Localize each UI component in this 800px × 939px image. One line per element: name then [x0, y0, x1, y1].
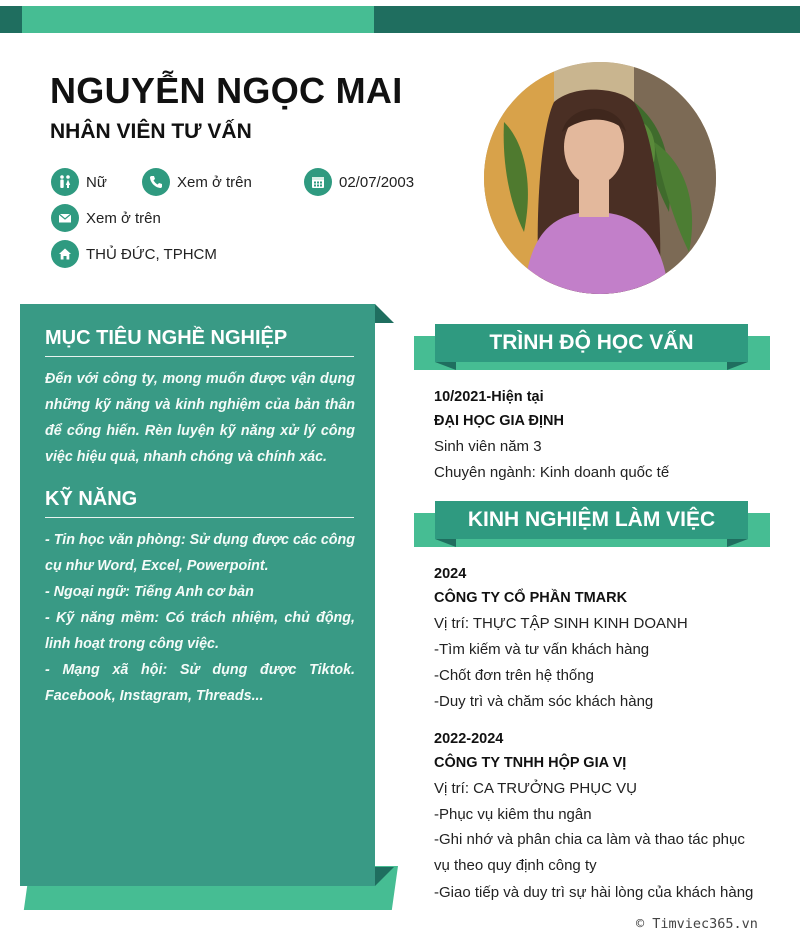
- education-title: TRÌNH ĐỘ HỌC VẤN: [435, 324, 748, 362]
- skills-title: KỸ NĂNG: [45, 488, 138, 510]
- job-period: 2022-2024: [434, 731, 504, 747]
- objective-text: Đến với công ty, mong muốn được vận dụng những kỹ năng và kinh nghiệm của bản thân để cống hiến. Rèn luyện kỹ năng xử lý công việc hiệu quả, nhanh chóng và chính xác.: [45, 371, 355, 465]
- education-year: Sinh viên năm 3: [434, 438, 542, 455]
- birthdate-info: [304, 167, 414, 197]
- job-task: -Tìm kiếm và tư vấn khách hàng: [434, 641, 650, 658]
- skills-divider: [45, 517, 354, 518]
- skills-list: [45, 527, 355, 709]
- job-position: Vị trí: THỰC TẬP SINH KINH DOANH: [434, 615, 688, 632]
- job-title: NHÂN VIÊN TƯ VẤN: [50, 120, 252, 143]
- panel-fold-bottom: [375, 867, 394, 886]
- education-period: 10/2021-Hiện tại: [434, 389, 544, 405]
- phone-value: Xem ở trên: [177, 173, 252, 191]
- experience-ribbon-fold-left: [435, 539, 456, 547]
- phone-icon: [142, 168, 170, 196]
- mail-icon: [51, 204, 79, 232]
- job-company: CÔNG TY CỔ PHẦN TMARK: [434, 590, 628, 606]
- gender-info: [51, 167, 107, 197]
- birthdate-value: 02/07/2003: [339, 173, 415, 191]
- skill-item: - Ngoại ngữ: Tiếng Anh cơ bản: [45, 584, 254, 600]
- job-task: -Ghi nhớ và phân chia ca làm và thao tác phục vụ theo quy định công ty: [434, 831, 745, 874]
- copyright-text: © Timviec365.vn: [636, 916, 758, 932]
- email-value: Xem ở trên: [86, 209, 161, 227]
- objective-divider: [45, 356, 354, 357]
- experience-title: KINH NGHIỆM LÀM VIỆC: [435, 501, 748, 539]
- education-school: ĐẠI HỌC GIA ĐỊNH: [434, 413, 564, 429]
- profile-photo: [484, 62, 716, 294]
- calendar-icon: [304, 168, 332, 196]
- gender-value: Nữ: [86, 173, 107, 191]
- phone-info: [142, 167, 252, 197]
- job-period: 2024: [434, 566, 467, 582]
- email-info: [51, 203, 161, 233]
- job-task: -Phục vụ kiêm thu ngân: [434, 806, 592, 823]
- skill-item: - Mạng xã hội: Sử dụng được Tiktok. Facebook, Instagram, Threads...: [45, 662, 355, 704]
- education-ribbon-fold-right: [727, 362, 748, 370]
- panel-fold-top: [375, 304, 394, 323]
- top-bar-accent: [22, 6, 374, 33]
- job-company: CÔNG TY TNHH HỘP GIA VỊ: [434, 755, 627, 771]
- skill-item: - Kỹ năng mềm: Có trách nhiệm, chủ động, linh hoạt trong công việc.: [45, 610, 355, 652]
- skill-item: - Tin học văn phòng: Sử dụng được các công cụ như Word, Excel, Powerpoint.: [45, 532, 355, 574]
- address-value: THỦ ĐỨC, TPHCM: [86, 245, 217, 263]
- objective-title: MỤC TIÊU NGHỀ NGHIỆP: [45, 327, 288, 349]
- job-task: -Giao tiếp và duy trì sự hài lòng của khách hàng: [434, 884, 754, 901]
- education-major: Chuyên ngành: Kinh doanh quốc tế: [434, 464, 670, 481]
- home-icon: [51, 240, 79, 268]
- address-info: [51, 239, 217, 269]
- education-ribbon-fold-left: [435, 362, 456, 370]
- experience-ribbon-fold-right: [727, 539, 748, 547]
- job-task: -Duy trì và chăm sóc khách hàng: [434, 693, 654, 710]
- job-position: Vị trí: CA TRƯỞNG PHỤC VỤ: [434, 780, 637, 797]
- job-task: -Chốt đơn trên hệ thống: [434, 667, 594, 684]
- gender-icon: [51, 168, 79, 196]
- candidate-name: NGUYỄN NGỌC MAI: [50, 70, 403, 111]
